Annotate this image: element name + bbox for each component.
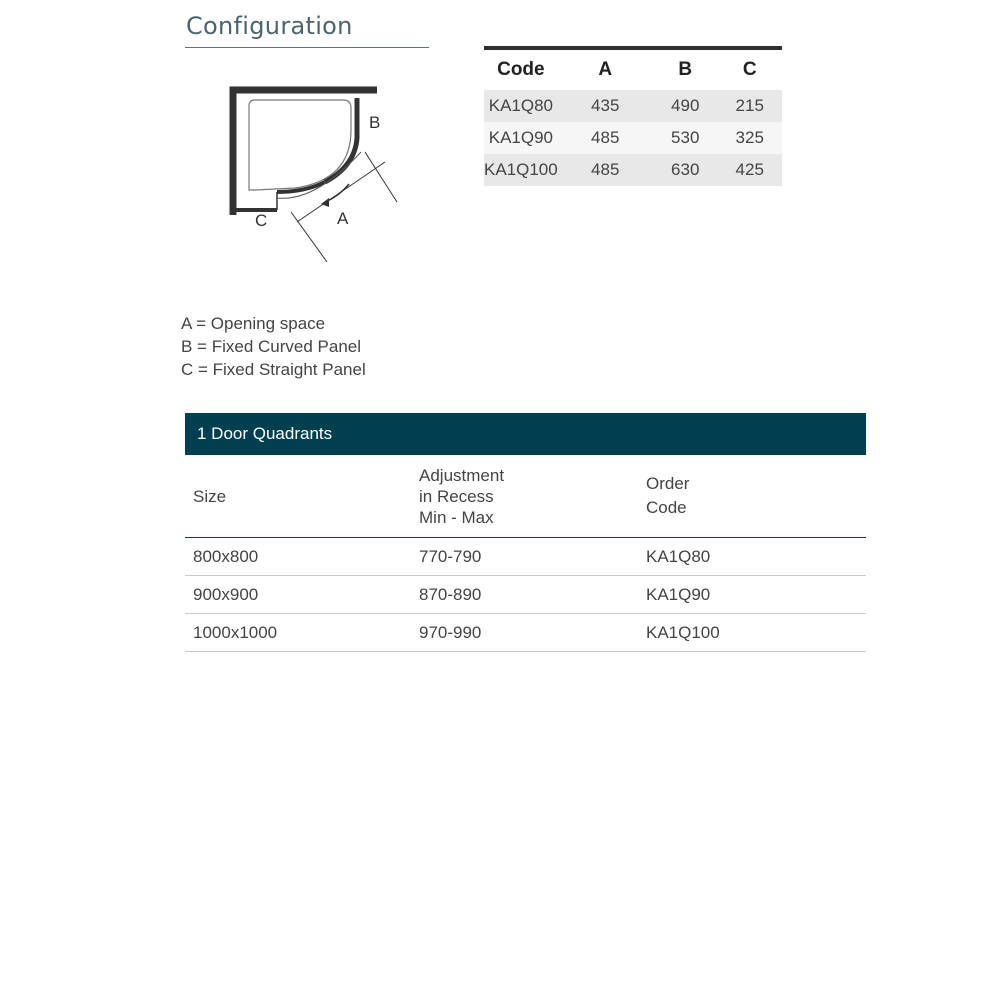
table-row: [484, 122, 782, 154]
table-row: [185, 538, 866, 576]
label-a: A: [337, 209, 349, 228]
cell-size: 800x800: [185, 538, 419, 576]
door-quadrants-header: 1 Door Quadrants: [185, 413, 866, 455]
cell-a: 485: [558, 154, 653, 186]
cell-b: 490: [653, 90, 718, 122]
legend-item-a: A = Opening space: [181, 314, 326, 333]
cell-code: KA1Q100: [484, 154, 558, 186]
header-adjustment-line3: Min - Max: [419, 507, 494, 527]
section-title: Configuration: [186, 12, 353, 40]
table-row: [484, 154, 782, 186]
dimension-tick-2: [365, 152, 397, 202]
fixed-curved-panel: [325, 98, 357, 182]
cell-c: 325: [718, 122, 782, 154]
cell-c: 425: [718, 154, 782, 186]
header-order-code: [646, 455, 866, 538]
label-c: C: [255, 211, 268, 230]
header-code: Code: [484, 50, 558, 90]
door-quadrants-table: [185, 455, 866, 652]
header-b: B: [653, 50, 718, 90]
title-divider: [185, 47, 429, 48]
cell-adjustment: 770-790: [419, 538, 646, 576]
header-adjustment-line1: Adjustment: [419, 465, 505, 485]
cell-c: 215: [718, 90, 782, 122]
cell-code: KA1Q80: [484, 90, 558, 122]
cell-b: 530: [653, 122, 718, 154]
header-adjustment: [419, 455, 646, 538]
cell-adjustment: 970-990: [419, 614, 646, 652]
dimension-tick-1: [291, 212, 327, 262]
cell-order-code: KA1Q80: [646, 538, 866, 576]
cell-a: 485: [558, 122, 653, 154]
cell-b: 630: [653, 154, 718, 186]
cell-a: 435: [558, 90, 653, 122]
legend-item-b: B = Fixed Curved Panel: [181, 337, 362, 356]
header-adjustment-line2: in Recess: [419, 486, 494, 506]
header-a: A: [558, 50, 653, 90]
cell-order-code: KA1Q90: [646, 576, 866, 614]
header-order-line1: Order: [646, 474, 690, 493]
diagram-legend: [181, 312, 366, 381]
cell-order-code: KA1Q100: [646, 614, 866, 652]
header-c: C: [718, 50, 782, 90]
cell-size: 1000x1000: [185, 614, 419, 652]
legend-item-c: C = Fixed Straight Panel: [181, 360, 366, 379]
table-row: [484, 90, 782, 122]
shower-configuration-diagram: [225, 80, 425, 270]
cell-size: 900x900: [185, 576, 419, 614]
header-size: Size: [185, 455, 419, 538]
cell-adjustment: 870-890: [419, 576, 646, 614]
header-order-line2: Code: [646, 498, 687, 517]
label-b: B: [369, 113, 381, 132]
dimension-code-table: [484, 46, 782, 186]
table-row: [185, 576, 866, 614]
table-row: [185, 614, 866, 652]
cell-code: KA1Q90: [484, 122, 558, 154]
